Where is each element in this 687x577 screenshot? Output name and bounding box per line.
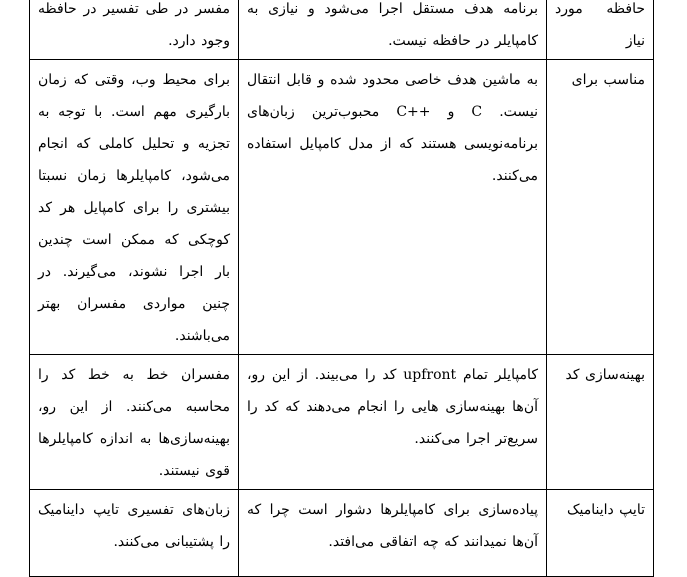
compiler-text-rest: کد را می‌بیند. از این رو، آن‌ها بهینه‌سازی هایی را انجام می‌دهند که کد را سریع‌تر اجرا می‌کنند. (247, 367, 538, 447)
table-row (30, 490, 654, 577)
compiler-cell: برنامه هدف مستقل اجرا می‌شود و نیازی به کامپایلر در حافظه نیست. (239, 0, 547, 60)
interpreter-cell: مفسران خط به خط کد را محاسبه می‌کنند. از این رو، بهینه‌سازی‌ها به اندازه کامپایلرها قوی نیستند. (30, 355, 239, 490)
compiler-cell (239, 355, 547, 490)
compiler-cell: پیاده‌سازی برای کامپایلرها دشوار است چرا که آن‌ها نمیدانند که چه اتفاقی می‌افتد. (239, 490, 547, 577)
compiler-cell: به ماشین هدف خاصی محدود شده و قابل انتقال نیست. C و ++C محبوب‌ترین زبان‌های برنامه‌نویسی هستند که از مدل کامپایل استفاده می‌کنند. (239, 60, 547, 355)
compiler-text-start: کامپایلر تمام (463, 367, 538, 383)
interpreter-cell: مفسر در طی تفسیر در حافظه وجود دارد. (30, 0, 239, 60)
feature-cell: مناسب برای (547, 60, 654, 355)
feature-cell: تایپ داینامیک (547, 490, 654, 577)
table-row (30, 355, 654, 490)
feature-cell: حافظه مورد نیاز (547, 0, 654, 60)
table-row (30, 0, 654, 60)
table-row (30, 60, 654, 355)
feature-cell: بهینه‌سازی کد (547, 355, 654, 490)
comparison-table (29, 0, 654, 577)
interpreter-cell: زبان‌های تفسیری تایپ داینامیک را پشتیبانی می‌کنند. (30, 490, 239, 577)
upfront-term: upfront (403, 367, 457, 383)
interpreter-cell: برای محیط وب، وقتی که زمان بارگیری مهم است. با توجه به تجزیه و تحلیل کاملی که انجام می‌شود، کامپایلرها زمان نسبتا بیشتری را برای کامپایل هر کد کوچکی که ممکن است چندین بار اجرا نشوند، می‌گیرند. در چنین مواردی مفسران بهتر می‌باشند. (30, 60, 239, 355)
